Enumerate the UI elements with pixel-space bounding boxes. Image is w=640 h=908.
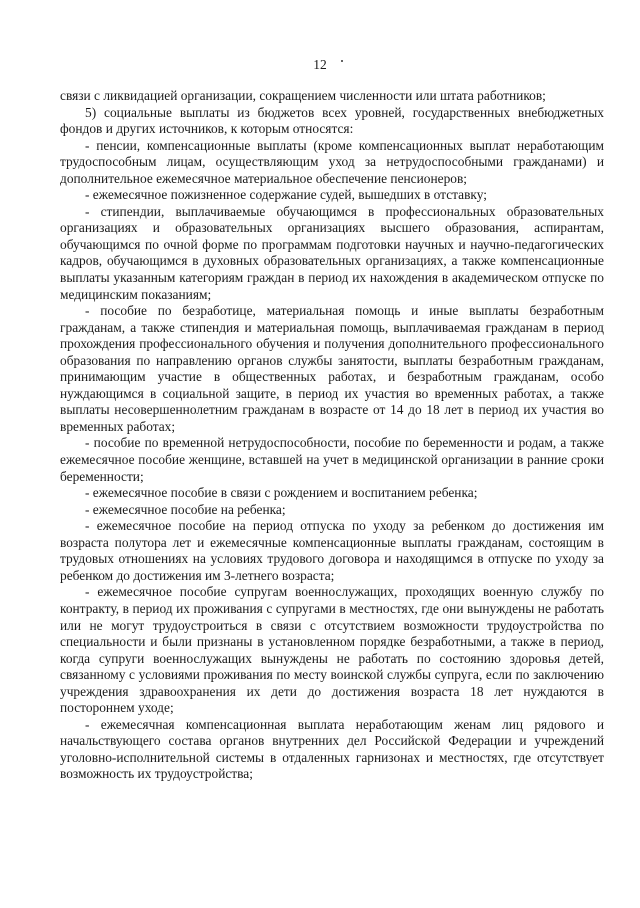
paragraph-parental-leave: - ежемесячное пособие на период отпуска по уходу за ребенком до достижения им возраста полутора лет и ежемесячные компенсационные выплаты гражданам, состоящим в трудовых отношениях на условиях трудового договора и находящимся в отпуске по уходу за ребенком до достижения им 3-летнего возраста; xyxy=(60,518,604,583)
paragraph-disability-maternity: - пособие по временной нетрудоспособности, пособие по беременности и родам, а также ежемесячное пособие женщине, вставшей на учет в медицинской организации в ранние сроки беременности; xyxy=(60,435,604,484)
paragraph-judges-allowance: - ежемесячное пожизненное содержание судей, вышедших в отставку; xyxy=(85,187,487,203)
paragraph-unemployment: - пособие по безработице, материальная помощь и иные выплаты безработным гражданам, а также стипендия и материальная помощь, выплачиваемая гражданам в период прохождения профессионального обучения и получения дополнительного профессионального образования по направлению органов службы занятости, выплаты безработным гражданам, принимающим участие в общественных работах, и безработным гражданам, особо нуждающимся в социальной защите, в период их участия во временных работах, а также выплаты несовершеннолетним гражданам в возрасте от 14 до 18 лет в период их участия во временных работах; xyxy=(60,303,604,434)
paragraph-continuation: связи с ликвидацией организации, сокращением численности или штата работников; xyxy=(60,88,546,103)
paragraph-child-allowance: - ежемесячное пособие на ребенка; xyxy=(85,501,286,517)
scan-dot-mark xyxy=(341,60,343,62)
paragraph-pensions: - пенсии, компенсационные выплаты (кроме компенсационных выплат неработающим трудоспособным лицам, осуществляющим уход за нетрудоспособными гражданами) и дополнительное ежемесячное материальное обеспечение пенсионеров; xyxy=(60,137,604,186)
paragraph-stipends: - стипендии, выплачиваемые обучающимся в профессиональных образовательных организациях и образовательных организациях высшего образования, аспирантам, обучающимся по очной форме по программам подготовки научных и научно-педагогических кадров, обучающимся в духовных образовательных организациях, а также компенсационные выплаты указанным категориям граждан в период их нахождения в академическом отпуске по медицинским показаниям; xyxy=(60,203,604,302)
paragraph-item-5: 5) социальные выплаты из бюджетов всех уровней, государственных внебюджетных фондов и других источников, к которым относятся: xyxy=(60,104,604,137)
paragraph-birth-allowance: - ежемесячное пособие в связи с рождением и воспитанием ребенка; xyxy=(85,485,478,501)
paragraph-police-wives: - ежемесячная компенсационная выплата неработающим женам лиц рядового и начальствующего состава органов внутренних дел Российской Федерации и учреждений уголовно-исполнительной системы в отдаленных гарнизонах и местностях, где отсутствует возможность их трудоустройства; xyxy=(60,716,604,782)
document-body xyxy=(60,88,604,783)
page-number: 12 xyxy=(313,57,327,72)
paragraph-military-spouses: - ежемесячное пособие супругам военнослужащих, проходящих военную службу по контракту, в период их проживания с супругами в местностях, где они вынуждены не работать или не могут трудоустроиться в связи с отсутствием возможности трудоустройства по специальности и были признаны в установленном порядке безработными, а также в период, когда супруги военнослужащих вынуждены не работать по состоянию здоровья детей, связанному с условиями проживания по месту воинской службы супруга, если по заключению учреждения здравоохранения их дети до достижения возраста 18 лет нуждаются в постороннем уходе; xyxy=(60,584,604,716)
